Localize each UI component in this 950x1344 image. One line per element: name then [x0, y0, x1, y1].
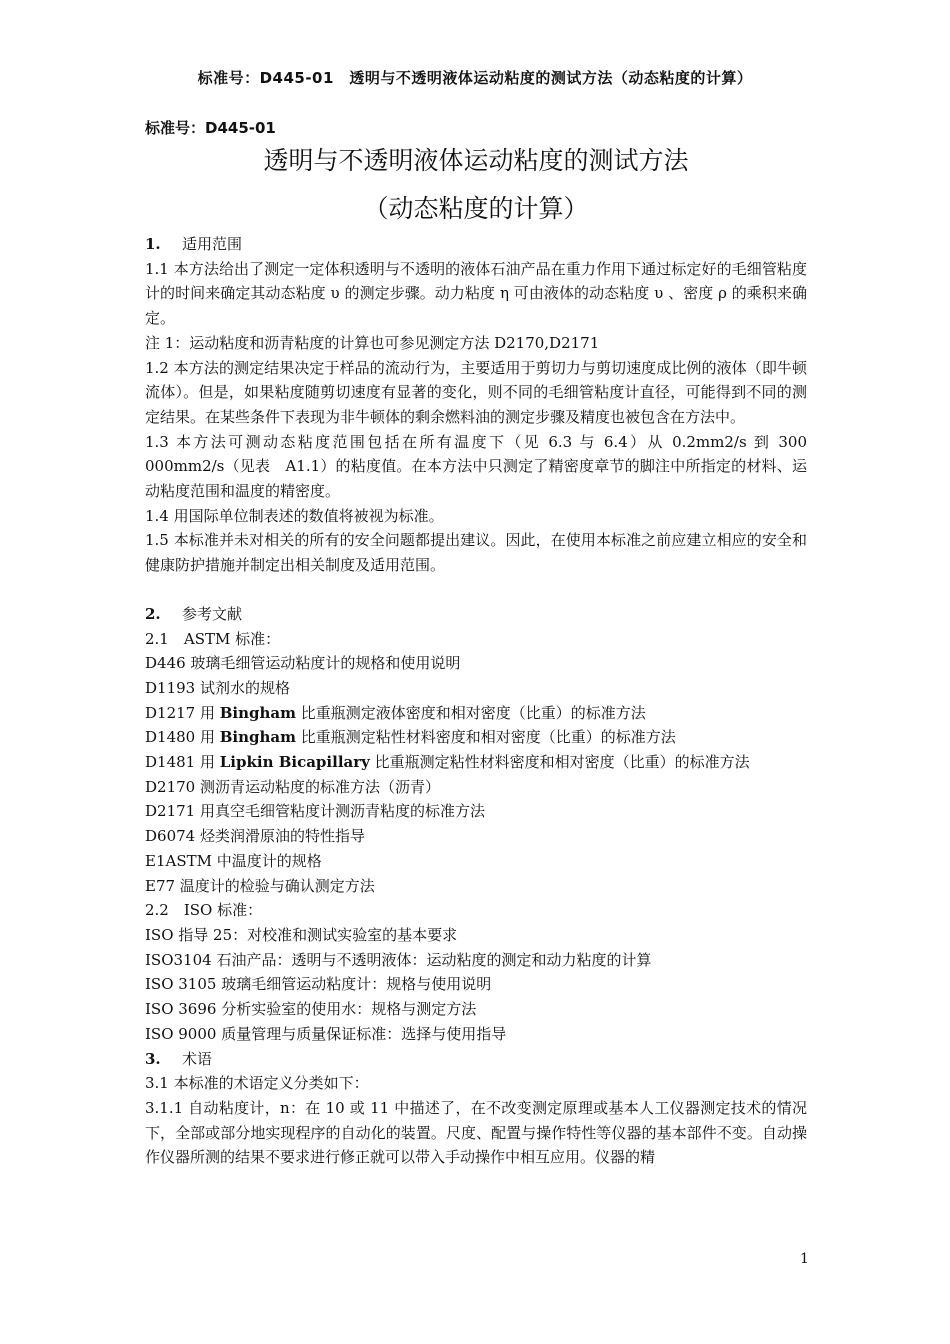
document-title: 透明与不透明液体运动粘度的测试方法: [263, 146, 689, 175]
iso-reference-item: ISO3104 石油产品：透明与不透明液体：运动粘度的测定和动力粘度的计算: [145, 950, 652, 969]
paragraph-3-1-1: 3.1.1 自动粘度计，n：在 10 或 11 中描述了，在不改变测定原理或基本人工仪器测定技术的情况下，全部或部分地实现程序的自动化的装置。尺度、配置与操作特性等仪器的基本部件不变。自动操作仪器所测的结果不要求进行修正就可以带入手动操作中相互应用。仪器的精: [145, 1098, 807, 1167]
astm-reference-item: [145, 874, 807, 899]
section-1-heading: [145, 232, 807, 257]
reference-text: E1ASTM 中温度计的规格: [145, 851, 322, 870]
iso-reference-item: ISO 9000 质量管理与质量保证标准：选择与使用指导: [145, 1024, 507, 1043]
astm-reference-item: [145, 824, 807, 849]
subsection-2-2: 2.2 ISO 标准：: [145, 901, 263, 920]
reference-text: D1217 用: [145, 703, 220, 722]
reference-apparatus-name: Bingham: [219, 703, 297, 722]
astm-reference-item: [145, 651, 807, 676]
paragraph-1-4: 1.4 用国际单位制表述的数值将被视为标准。: [145, 506, 444, 525]
section-title: 术语: [182, 1049, 213, 1068]
reference-text: D2171 用真空毛细管粘度计测沥青粘度的标准方法: [145, 802, 485, 821]
section-3-heading: [145, 1047, 807, 1072]
reference-text: 比重瓶测定粘性材料密度和相对密度（比重）的标准方法: [369, 753, 750, 772]
reference-apparatus-name: Bingham: [219, 728, 297, 747]
iso-reference-item: ISO 3696 分析实验室的使用水：规格与测定方法: [145, 1000, 477, 1019]
astm-reference-item: [145, 676, 807, 701]
astm-reference-item: [145, 725, 807, 750]
paragraph-3-1: 3.1 本标准的术语定义分类如下：: [145, 1074, 369, 1093]
reference-text: D446 玻璃毛细管运动粘度计的规格和使用说明: [145, 654, 461, 673]
document-subtitle: （动态粘度的计算）: [363, 194, 589, 223]
iso-reference-item: ISO 3105 玻璃毛细管运动粘度计：规格与使用说明: [145, 975, 492, 994]
astm-reference-item: [145, 750, 807, 775]
reference-text: D1481 用: [145, 753, 220, 772]
reference-text: D2170 测沥青运动粘度的标准方法（沥青）: [145, 777, 440, 796]
section-number: 2.: [145, 604, 161, 623]
note-1: 注 1：运动粘度和沥青粘度的计算也可参见测定方法 D2170,D2171: [145, 333, 600, 352]
page-number: 1: [800, 1251, 809, 1267]
section-number: 3.: [145, 1049, 161, 1068]
paragraph-1-5: 1.5 本标准并未对相关的所有的安全问题都提出建议。因此，在使用本标准之前应建立相应的安全和健康防护措施并制定出相关制度及适用范围。: [145, 531, 807, 575]
reference-text: 比重瓶测定粘性材料密度和相对密度（比重）的标准方法: [296, 728, 676, 747]
running-header: 标准号：D445-01 透明与不透明液体运动粘度的测试方法（动态粘度的计算）: [197, 69, 753, 87]
reference-text: E77 温度计的检验与确认测定方法: [145, 876, 375, 895]
astm-reference-item: [145, 701, 807, 726]
paragraph-1-1: 1.1 本方法给出了测定一定体积透明与不透明的液体石油产品在重力作用下通过标定好的毛细管粘度计的时间来确定其动态粘度 υ 的测定步骤。动力粘度 η 可由液体的动态粘度 υ 、密度 ρ 的乘积来确定。: [145, 259, 807, 328]
iso-reference-list: [145, 923, 807, 1047]
document-body: [145, 116, 807, 1170]
subsection-2-1: 2.1 ASTM 标准：: [145, 629, 281, 648]
paragraph-1-3: 1.3 本方法可测动态粘度范围包括在所有温度下（见 6.3 与 6.4）从 0.2mm2/s 到 300 000mm2/s（见表 A1.1）的粘度值。在本方法中只测定了精密度章节的脚注中所指定的材料、运动粘度范围和温度的精密度。: [145, 432, 807, 501]
reference-apparatus-name: Lipkin Bicapillary: [219, 753, 370, 772]
standard-number: 标准号：D445-01: [145, 119, 276, 137]
section-title: 适用范围: [182, 235, 243, 253]
reference-text: D1480 用: [145, 728, 220, 747]
reference-text: 比重瓶测定液体密度和相对密度（比重）的标准方法: [296, 703, 646, 722]
iso-reference-item: ISO 指导 25：对校准和测试实验室的基本要求: [145, 925, 458, 944]
section-2-heading: [145, 602, 807, 627]
astm-reference-item: [145, 775, 807, 800]
reference-text: D6074 烃类润滑原油的特性指导: [145, 827, 365, 846]
astm-reference-item: [145, 799, 807, 824]
astm-reference-item: [145, 849, 807, 874]
spacer: [145, 578, 807, 602]
reference-text: D1193 试剂水的规格: [145, 678, 290, 697]
astm-reference-list: [145, 651, 807, 898]
section-number: 1.: [145, 235, 161, 253]
section-title: 参考文献: [182, 604, 243, 623]
paragraph-1-2: 1.2 本方法的测定结果决定于样品的流动行为，主要适用于剪切力与剪切速度成比例的液体（即牛顿流体）。但是，如果粘度随剪切速度有显著的变化，则不同的毛细管粘度计直径，可能得到不同的测定结果。在某些条件下表现为非牛顿体的剩余燃料油的测定步骤及精度也被包含在方法中。: [145, 358, 807, 426]
